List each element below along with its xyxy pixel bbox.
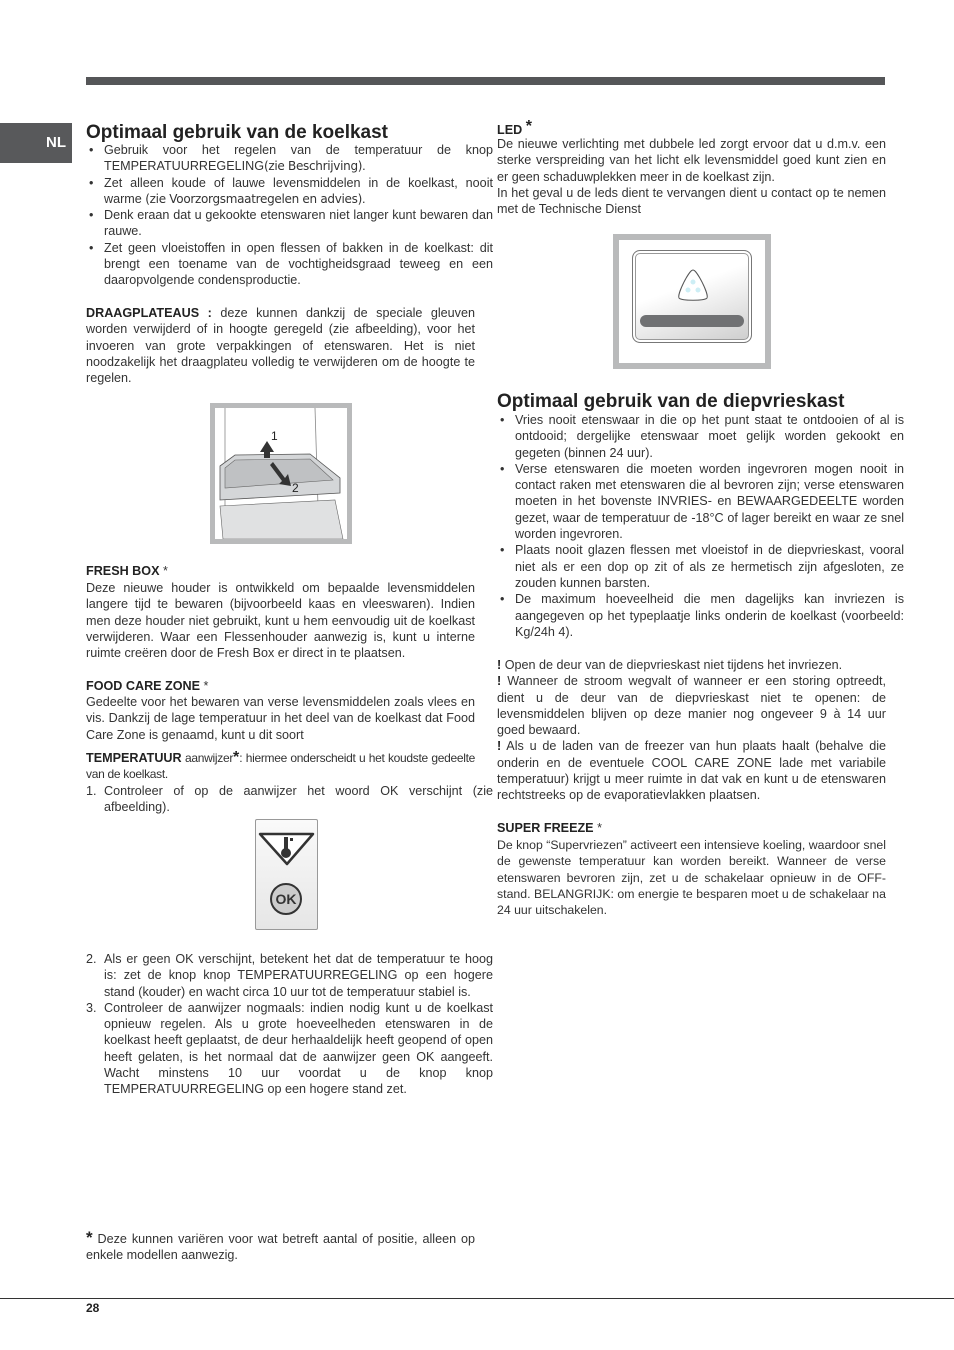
fridge-bullets [86, 142, 493, 289]
warnings [497, 657, 886, 804]
super-freeze-title: SUPER FREEZE [497, 821, 594, 835]
list-item: • De maximum hoeveelheid die men dagelijks kan invriezen is aangegeven op het typeplaatje links onderin de koelkast (voorbeeld: Kg/24h 4). [515, 591, 904, 640]
list-item [86, 951, 493, 1000]
fridge-heading: Optimaal gebruik van de koelkast [86, 122, 388, 143]
led-light-icon [675, 268, 711, 302]
warning-text: Open de deur van de diepvrieskast niet tijdens het invriezen. [501, 658, 843, 672]
list-item [86, 1000, 493, 1098]
draagplateaus-label: DRAAGPLATEAUS : [86, 306, 212, 320]
draagplateaus-text: deze kunnen dankzij de speciale gleuven worden verwijderd of in hoogte geregeld (zie afbeelding), voor het invoeren van grote verpakkingen of etenswaren. Het is niet noodzakelijk het draagplateu volledig te verwijderen om de hoogte te regelen. [86, 306, 475, 386]
warning-text: Als u de laden van de freezer van hun plaats haalt (behalve die onderin en de eventuele COOL CARE ZONE lade met variabile temperatuur) krijgt u meer ruimte in dat vak en kunt u de etenswaren rechtstreeks op de evaporatievlakken plaatsen. [497, 739, 886, 803]
food-care-heading [86, 678, 475, 694]
page-number: 28 [86, 1301, 100, 1315]
bullet-end: . [361, 191, 366, 206]
bullet-end: . [362, 159, 366, 174]
step-number: 3. [86, 1000, 97, 1015]
footer-rule [0, 1298, 954, 1299]
temperatuur-text: : hiermee onderscheidt u het koudste gedeelte van de koelkast. [86, 751, 475, 782]
list-item: • Vries nooit etenswaar in die op het punt staat te ontdooien of al is ontdooid; dergelijke etenswaar moet gelijk worden gekookt en gegeten (binnen 24 uur). [515, 412, 904, 461]
warning-text: Wanneer de stroom wegvalt of wanneer er een storing optreedt, dient u de deur van de diepvrieskast niet te openen: de levensmiddelen blijven op deze manier nog ongeveer 9 à 14 uur goed bewaard. [497, 674, 886, 738]
fresh-box-text: Deze nieuwe houder is ontwikkeld om bepaalde levensmiddelen langere tijd te bewaren (bijvoorbeeld kaas en vleeswaren). Indien men deze houder niet gebruikt, kunt u hem eenvoudig uit de koelkast verwijderen. Waar een Flessenhouder aanwezig is, kunt u interne ruimte creëren door de Fresh Box er direct in te plaatsen. [86, 581, 475, 661]
list-item [86, 783, 493, 816]
draagplateaus-paragraph [86, 305, 475, 386]
warning-mark: ! [497, 674, 502, 689]
thermometer-icon [256, 820, 317, 870]
list-item: • Verse etenswaren die moeten worden ingevroren mogen nooit in contact raken met etenswaren die al bevroren zijn; verse etenswaren moeten in het bovenste INVRIES- en BEWAARGEDEELTE worden gezet, waar de temperatuur de -18°C of lager bereikt en waar ze snel worden ingevroren. [515, 461, 904, 542]
list-item [104, 175, 493, 208]
footnote [86, 1230, 475, 1264]
language-tab [0, 123, 72, 163]
bullet-ref: (zie Voorzorgsmaatregelen en advies) [145, 191, 362, 206]
asterisk: * [86, 1228, 93, 1247]
bullet-text: Zet alleen koude of lauwe levensmiddelen in de koelkast, nooit warme [104, 175, 493, 206]
led-panel [632, 250, 752, 343]
warning-mark: ! [497, 739, 502, 754]
step-text: Controleer de aanwijzer nogmaals: indien nodig kunt u de koelkast opnieuw regelen. Als u grote hoeveelheden etenswaren in de koelkast heeft geplaatst, de deur herhaaldelijk heeft geopend of open heeft gelaten, is het normaal dat de aanwijzer geen OK aangeeft. Wacht minstens 10 uur voordat u de knop knop TEMPERATUURREGELING op een hogere stand zet. [104, 1000, 493, 1097]
bullet-ref: (zie Beschrijving) [264, 159, 363, 174]
list-item: • Plaats nooit glazen flessen met vloeistof in de diepvrieskast, vooral niet als er een dop op zit of als ze hermetisch zijn afgesloten, ze zouden kunnen barsten. [515, 542, 904, 591]
led-bar [640, 315, 744, 327]
warning-item [497, 657, 886, 673]
super-freeze-heading [497, 820, 886, 836]
fresh-box-heading [86, 563, 475, 579]
step-text: Als er geen OK verschijnt, betekent het dat de temperatuur te hoog is: zet de knop knop TEMPERATUURREGELING op een hogere stand (kouder) en wacht circa 10 uur tot de temperatuur stabiel is. [104, 952, 493, 999]
asterisk: * [233, 749, 240, 766]
asterisk: * [159, 564, 168, 578]
shelf-illustration [210, 403, 352, 544]
shelf-label-1: 1 [271, 429, 278, 443]
footnote-text: Deze kunnen variëren voor wat betreft aantal of positie, alleen op enkele modellen aanwezig. [86, 1232, 475, 1263]
temperatuur-text: aanwijzer [181, 751, 234, 765]
warning-item [497, 738, 886, 803]
freezer-bullets [497, 412, 904, 640]
ok-indicator-illustration [255, 819, 318, 930]
freezer-heading: Optimaal gebruik van de diepvrieskast [497, 391, 845, 412]
steps-list-2 [86, 951, 493, 1098]
food-care-title: FOOD CARE ZONE [86, 679, 201, 693]
temperatuur-label: TEMPERATUUR [86, 751, 182, 765]
led-text: De nieuwe verlichting met dubbele led zorgt ervoor dat u d.m.v. een sterke verspreiding van het licht elk levensmiddel goed kunt zien en er geen schaduwplekken meer in de koelkast zijn. [497, 137, 886, 184]
asterisk: * [593, 821, 602, 835]
led-illustration [613, 234, 771, 369]
super-freeze-text: De knop “Supervriezen” activeert een intensieve koeling, waardoor snel de gewenste temperatuur kan worden bereikt. Wanneer de verse etenswaren bevroren zijn, zet u de schakelaar opnieuw in de OFF-stand. BELANGRIJK: om energie te besparen moet u de schakelaar na 24 uur uitschakelen. [497, 838, 886, 918]
shelf-label-2: 2 [292, 481, 299, 495]
fresh-box-title: FRESH BOX [86, 564, 160, 578]
list-item [104, 142, 493, 175]
food-care-text: Gedeelte voor het bewaren van verse levensmiddelen zoals vlees en vis. Dankzij de lage temperatuur in het deel van de koelkast dat Food Care Zone is genaamd, kunt u dit soort [86, 695, 475, 742]
shelf-drawing [215, 408, 347, 539]
warning-item [497, 673, 886, 738]
asterisk: * [200, 679, 209, 693]
steps-list-1 [86, 783, 493, 816]
language-tab-label: NL [46, 133, 66, 151]
bullet-text: Gebruik voor het regelen van de temperatuur de knop TEMPERATUURREGELING [104, 143, 493, 174]
asterisk: * [525, 118, 532, 135]
temperatuur-paragraph [86, 750, 475, 783]
list-item: • Zet geen vloeistoffen in open flessen of bakken in de koelkast: dit brengt een toename van de vochtigheidsgraad teweeg en een daaropvolgende condensproductie. [104, 240, 493, 289]
led-title: LED [497, 123, 523, 137]
led-text-2: In het geval u de leds dient te vervangen dient u contact op te nemen met de Technische Dienst [497, 186, 886, 217]
warning-mark: ! [497, 658, 502, 672]
step-number: 2. [86, 952, 97, 966]
header-bar [86, 77, 885, 85]
list-item: • Denk eraan dat u gekookte etenswaren niet langer kunt bewaren dan rauwe. [104, 207, 493, 240]
ok-badge: OK [270, 883, 302, 915]
step-text: Controleer of op de aanwijzer het woord OK verschijnt (zie afbeelding). [104, 784, 493, 815]
step-number: 1. [86, 784, 97, 798]
